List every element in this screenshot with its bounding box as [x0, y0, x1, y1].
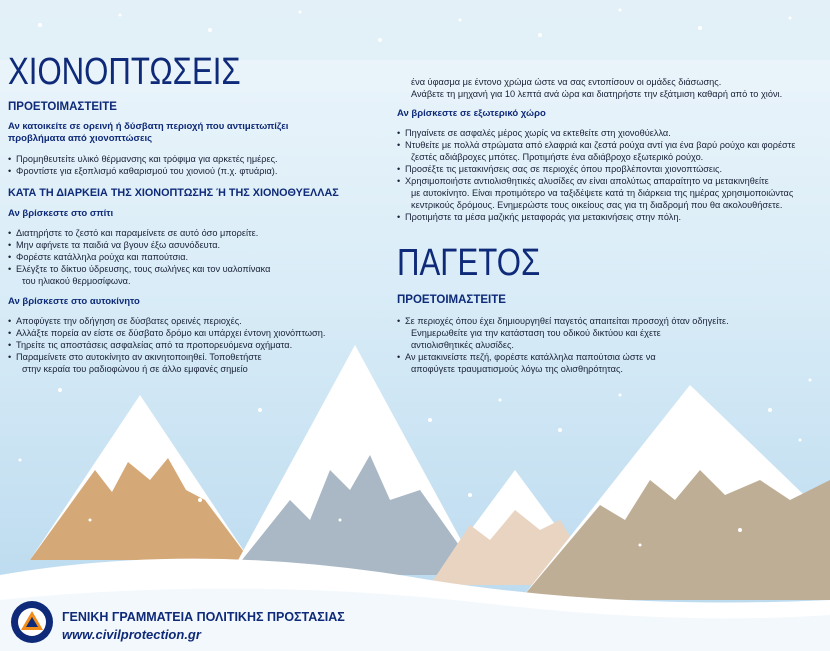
list-item: • Φορέστε κατάλληλα ρούχα και παπούτσια.: [8, 251, 383, 263]
prepare-list: [8, 153, 383, 177]
organization-name: ΓΕΝΙΚΗ ΓΡΑΜΜΑΤΕΙΑ ΠΟΛΙΤΙΚΗΣ ΠΡΟΣΤΑΣΙΑΣ: [62, 610, 345, 624]
list-item: του ηλιακού θερμοσίφωνα.: [22, 276, 131, 286]
right-column: [397, 76, 822, 375]
home-list: [8, 227, 383, 287]
car-continued-list: [397, 76, 822, 100]
list-item: αντιολισθητικές αλυσίδες.: [411, 340, 514, 350]
prepare-subheading: Αν κατοικείτε σε ορεινή ή δύσβατη περιοχή που αντιμετωπίζει προβλήματα από χιονοπτώσεις: [8, 121, 289, 144]
list-item: αποφύγετε τραυματισμούς λόγω της ολισθηρότητας.: [411, 364, 623, 374]
list-item: ζεστές αδιάβροχες μπότες. Προτιμήστε ένα αδιάβροχο εξωτερικό ρούχο.: [411, 152, 704, 162]
list-item: • Χρησιμοποιήστε αντιολισθητικές αλυσίδες αν είναι απολύτως απαραίτητο να μετακινηθείτε: [397, 175, 822, 187]
list-item: • Ντυθείτε με πολλά στρώματα από ελαφριά και ζεστά ρούχα αντί για ένα βαρύ ρούχο και φορέστε: [397, 139, 822, 151]
prepare-heading: ΠΡΟΕΤΟΙΜΑΣΤΕΙΤΕ: [8, 101, 117, 113]
home-subheading: Αν βρίσκεστε στο σπίτι: [8, 208, 114, 219]
list-item: • Σε περιοχές όπου έχει δημιουργηθεί παγετός απαιτείται προσοχή όταν οδηγείτε.: [397, 315, 822, 327]
list-item: • Αλλάξτε πορεία αν είστε σε δύσβατο δρόμο και υπάρχει έντονη χιονόπτωση.: [8, 327, 383, 339]
frost-title: ΠΑΓΕΤΟΣ: [397, 242, 541, 284]
list-item: • Προτιμήστε τα μέσα μαζικής μεταφοράς για μετακινήσεις στην πόλη.: [397, 211, 822, 223]
list-item: • Μην αφήνετε τα παιδιά να βγουν έξω ασυνόδευτα.: [8, 239, 383, 251]
list-item: • Προμηθευτείτε υλικό θέρμανσης και τρόφιμα για αρκετές ημέρες.: [8, 153, 383, 165]
outdoor-list: [397, 127, 822, 223]
list-item: Ενημερωθείτε για την κατάσταση του οδικού δικτύου και έχετε: [411, 328, 661, 338]
website-link[interactable]: www.civilprotection.gr: [62, 627, 201, 642]
frost-prepare-heading: ΠΡΟΕΤΟΙΜΑΣΤΕΙΤΕ: [397, 294, 506, 306]
car-subheading: Αν βρίσκεστε στο αυτοκίνητο: [8, 296, 140, 307]
car-list: [8, 315, 383, 375]
list-item: • Ελέγξτε το δίκτυο ύδρευσης, τους σωλήνες και τον υαλοπίνακα: [8, 263, 383, 275]
list-item: κεντρικούς δρόμους. Ενημερώστε τους οικείους σας για τη διαδρομή που θα ακολουθήσετε.: [411, 200, 783, 210]
list-item: ένα ύφασμα με έντονο χρώμα ώστε να σας εντοπίσουν οι ομάδες διάσωσης.: [411, 77, 722, 87]
list-item: με αυτοκίνητο. Είναι προτιμότερο να ταξιδέψετε κατά τη διάρκεια της ημέρας χρησιμοποιώντας: [411, 188, 794, 198]
list-item: • Αν μετακινείστε πεζή, φορέστε κατάλληλα παπούτσια ώστε να: [397, 351, 822, 363]
list-item: στην κεραία του ραδιοφώνου ή σε άλλο εμφανές σημείο: [22, 364, 248, 374]
list-item: • Παραμείνετε στο αυτοκίνητο αν ακινητοποιηθεί. Τοποθετήστε: [8, 351, 383, 363]
list-item: • Αποφύγετε την οδήγηση σε δύσβατες ορεινές περιοχές.: [8, 315, 383, 327]
list-item: • Διατηρήστε το ζεστό και παραμείνετε σε αυτό όσο μπορείτε.: [8, 227, 383, 239]
frost-list: [397, 315, 822, 375]
outdoor-subheading: Αν βρίσκεστε σε εξωτερικό χώρο: [397, 108, 546, 119]
during-heading: ΚΑΤΑ ΤΗ ΔΙΑΡΚΕΙΑ ΤΗΣ ΧΙΟΝΟΠΤΩΣΗΣ Ή ΤΗΣ ΧΙΟΝΟΘΥΕΛΛΑΣ: [8, 187, 339, 199]
snowfall-title: ΧΙΟΝΟΠΤΩΣΕΙΣ: [8, 51, 241, 93]
list-item: • Προσέξτε τις μετακινήσεις σας σε περιοχές όπου προβλέπονται χιονοπτώσεις.: [397, 163, 822, 175]
list-item: • Πηγαίνετε σε ασφαλές μέρος χωρίς να εκτεθείτε στη χιονοθύελλα.: [397, 127, 822, 139]
civil-protection-logo-icon: [10, 600, 54, 644]
list-item: Ανάβετε τη μηχανή για 10 λεπτά ανά ώρα και διατηρήστε την εξάτμιση καθαρή από το χιόνι.: [411, 89, 783, 99]
left-column: [8, 50, 383, 375]
list-item: • Φροντίστε για εξοπλισμό καθαρισμού του χιονιού (π.χ. φτυάρια).: [8, 165, 383, 177]
list-item: • Τηρείτε τις αποστάσεις ασφαλείας από τα προπορευόμενα οχήματα.: [8, 339, 383, 351]
